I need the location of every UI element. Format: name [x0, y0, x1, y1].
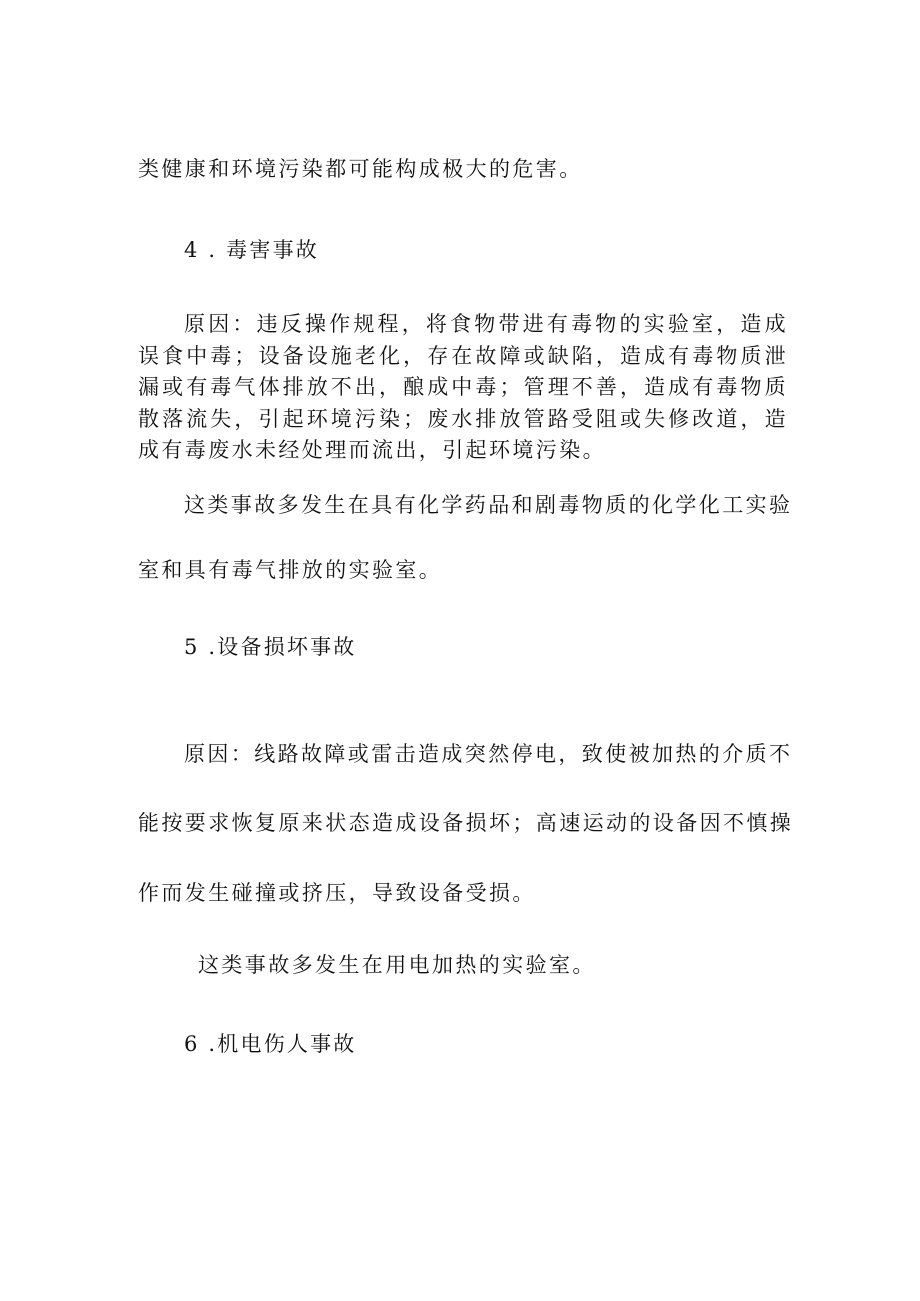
section-4-note-line-2: 室和具有毒气排放的实验室。	[138, 558, 443, 582]
section-5-heading: 5 .设备损坏事故	[184, 635, 357, 659]
section-4-note-line-1: 这类事故多发生在具有化学药品和剧毒物质的化学化工实验	[184, 493, 793, 517]
section-5-cause-line-3: 作而发生碰撞或挤压，导致设备受损。	[138, 881, 536, 905]
section-5-cause-line-2: 能按要求恢复原来状态造成设备损坏；高速运动的设备因不慎操	[138, 811, 794, 835]
section-4-heading: 4 . 毒害事故	[184, 238, 319, 262]
section-6-heading: 6 .机电伤人事故	[184, 1032, 357, 1056]
section-4-cause-paragraph: 原因：违反操作规程，将食物带进有毒物的实验室，造成误食中毒；设备设施老化，存在故障或缺陷，造成有毒物质泄漏或有毒气体排放不出，酿成中毒；管理不善，造成有毒物质散落流失，引起环境污染；废水排放管路受阻或失修改道，造成有毒废水未经处理而流出，引起环境污染。	[138, 312, 788, 462]
section-5-note: 这类事故多发生在用电加热的实验室。	[198, 953, 596, 977]
continuation-text: 类健康和环境污染都可能构成极大的危害。	[138, 157, 583, 181]
section-5-cause-line-1: 原因：线路故障或雷击造成突然停电，致使被加热的介质不	[184, 742, 793, 766]
